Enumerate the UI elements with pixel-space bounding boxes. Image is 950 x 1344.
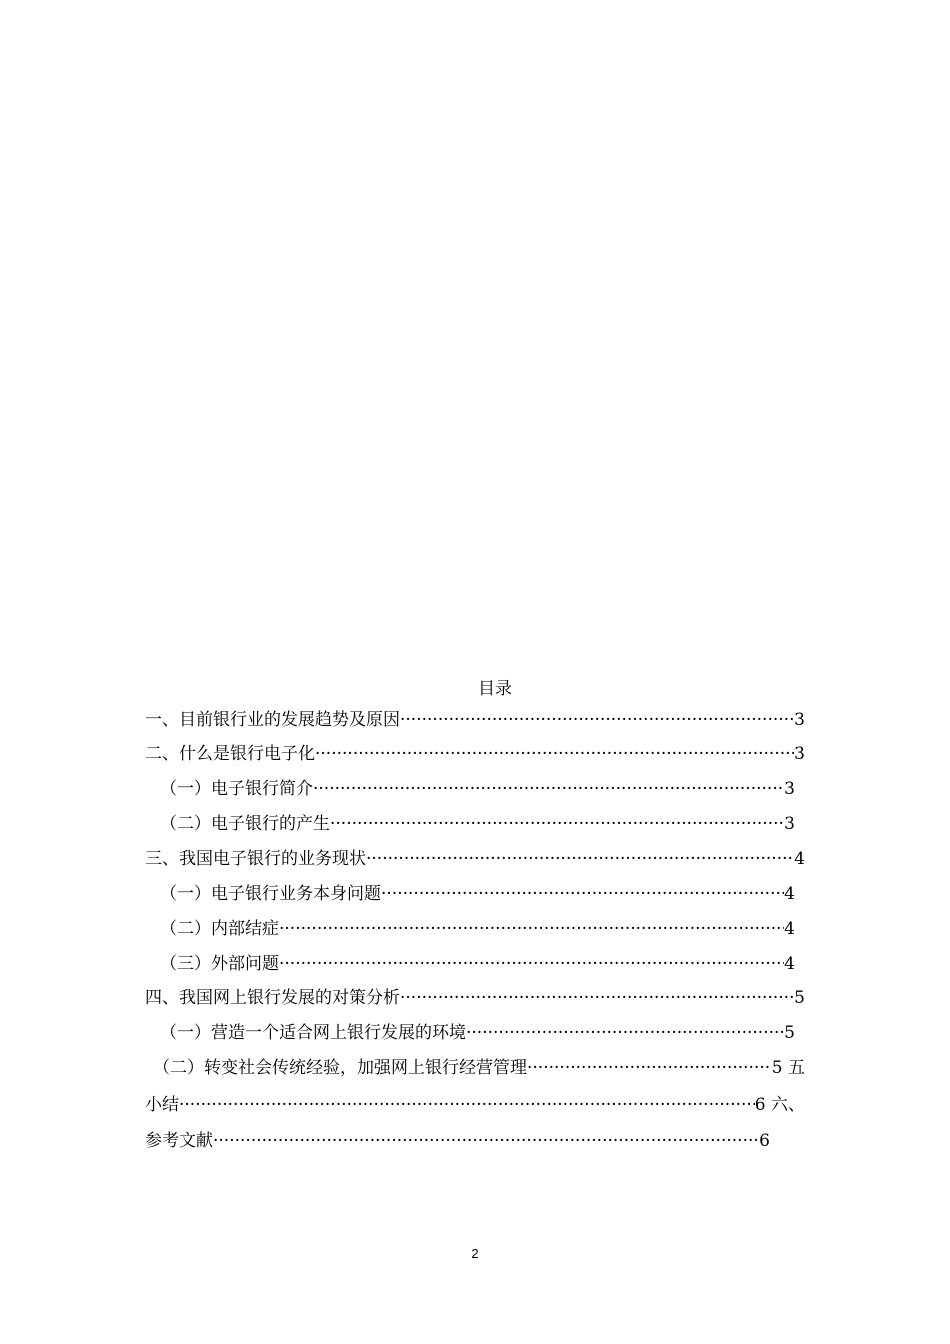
toc-entry-label: 三、我国电子银行的业务现状 — [145, 849, 366, 869]
toc-leader-dots — [213, 1129, 759, 1153]
toc-leader-dots — [279, 917, 784, 941]
toc-entry[interactable] — [160, 812, 795, 836]
toc-entry-page: 5 五 — [771, 1058, 805, 1078]
toc-leader-dots — [381, 882, 784, 906]
toc-entry[interactable] — [145, 986, 805, 1010]
toc-entry-wrapped[interactable] — [145, 1093, 805, 1117]
toc-entry[interactable] — [160, 777, 795, 801]
toc-leader-dots — [279, 952, 784, 976]
toc-entry-page: 6 六、 — [754, 1095, 805, 1115]
toc-entry-label: （一）电子银行业务本身问题 — [160, 884, 381, 904]
toc-entry-page: 4 — [784, 919, 795, 939]
toc-entry-page: 4 — [784, 884, 795, 904]
toc-entry-label: （三）外部问题 — [160, 954, 279, 974]
toc-leader-dots — [366, 847, 794, 871]
toc-entry[interactable] — [160, 917, 795, 941]
toc-entry[interactable] — [160, 882, 795, 906]
toc-leader-dots — [179, 1093, 755, 1117]
toc-entry-label: （二）内部结症 — [160, 919, 279, 939]
toc-leader-dots — [400, 986, 794, 1010]
toc-entry-page: 5 — [794, 988, 805, 1008]
toc-entry-page: 3 — [784, 814, 795, 834]
toc-leader-dots — [313, 777, 784, 801]
toc-leader-dots — [466, 1021, 784, 1045]
toc-entry-label: 小结 — [145, 1095, 179, 1115]
toc-entry-page: 4 — [794, 849, 805, 869]
toc-entry-wrapped[interactable] — [145, 1129, 770, 1153]
toc-title: 目录 — [478, 679, 512, 699]
toc-entry-label: 一、目前银行业的发展趋势及原因 — [145, 710, 400, 730]
toc-entry-label: （二）转变社会传统经验，加强网上银行经营管理 — [153, 1058, 527, 1078]
toc-leader-dots — [330, 812, 784, 836]
toc-entry[interactable] — [145, 742, 805, 766]
toc-entry-page: 3 — [784, 779, 795, 799]
toc-entry[interactable] — [160, 1021, 795, 1045]
toc-entry[interactable] — [160, 952, 795, 976]
toc-leader-dots — [527, 1056, 772, 1080]
toc-entry-label: （二）电子银行的产生 — [160, 814, 330, 834]
toc-entry-page: 6 — [759, 1131, 770, 1151]
toc-entry-label: 参考文献 — [145, 1131, 213, 1151]
toc-entry-label: （一）电子银行简介 — [160, 779, 313, 799]
toc-entry-label: 四、我国网上银行发展的对策分析 — [145, 988, 400, 1008]
toc-entry-page: 5 — [784, 1023, 795, 1043]
toc-entry[interactable] — [145, 708, 805, 732]
toc-leader-dots — [400, 708, 794, 732]
toc-entry-wrapped[interactable] — [153, 1056, 805, 1080]
page-number: 2 — [471, 1246, 479, 1261]
toc-leader-dots — [315, 742, 794, 766]
toc-entry-page: 4 — [784, 954, 795, 974]
toc-entry-page: 3 — [794, 710, 805, 730]
toc-entry-label: 二、什么是银行电子化 — [145, 744, 315, 764]
toc-entry[interactable] — [145, 847, 805, 871]
toc-entry-label: （一）营造一个适合网上银行发展的环境 — [160, 1023, 466, 1043]
toc-entry-page: 3 — [794, 744, 805, 764]
